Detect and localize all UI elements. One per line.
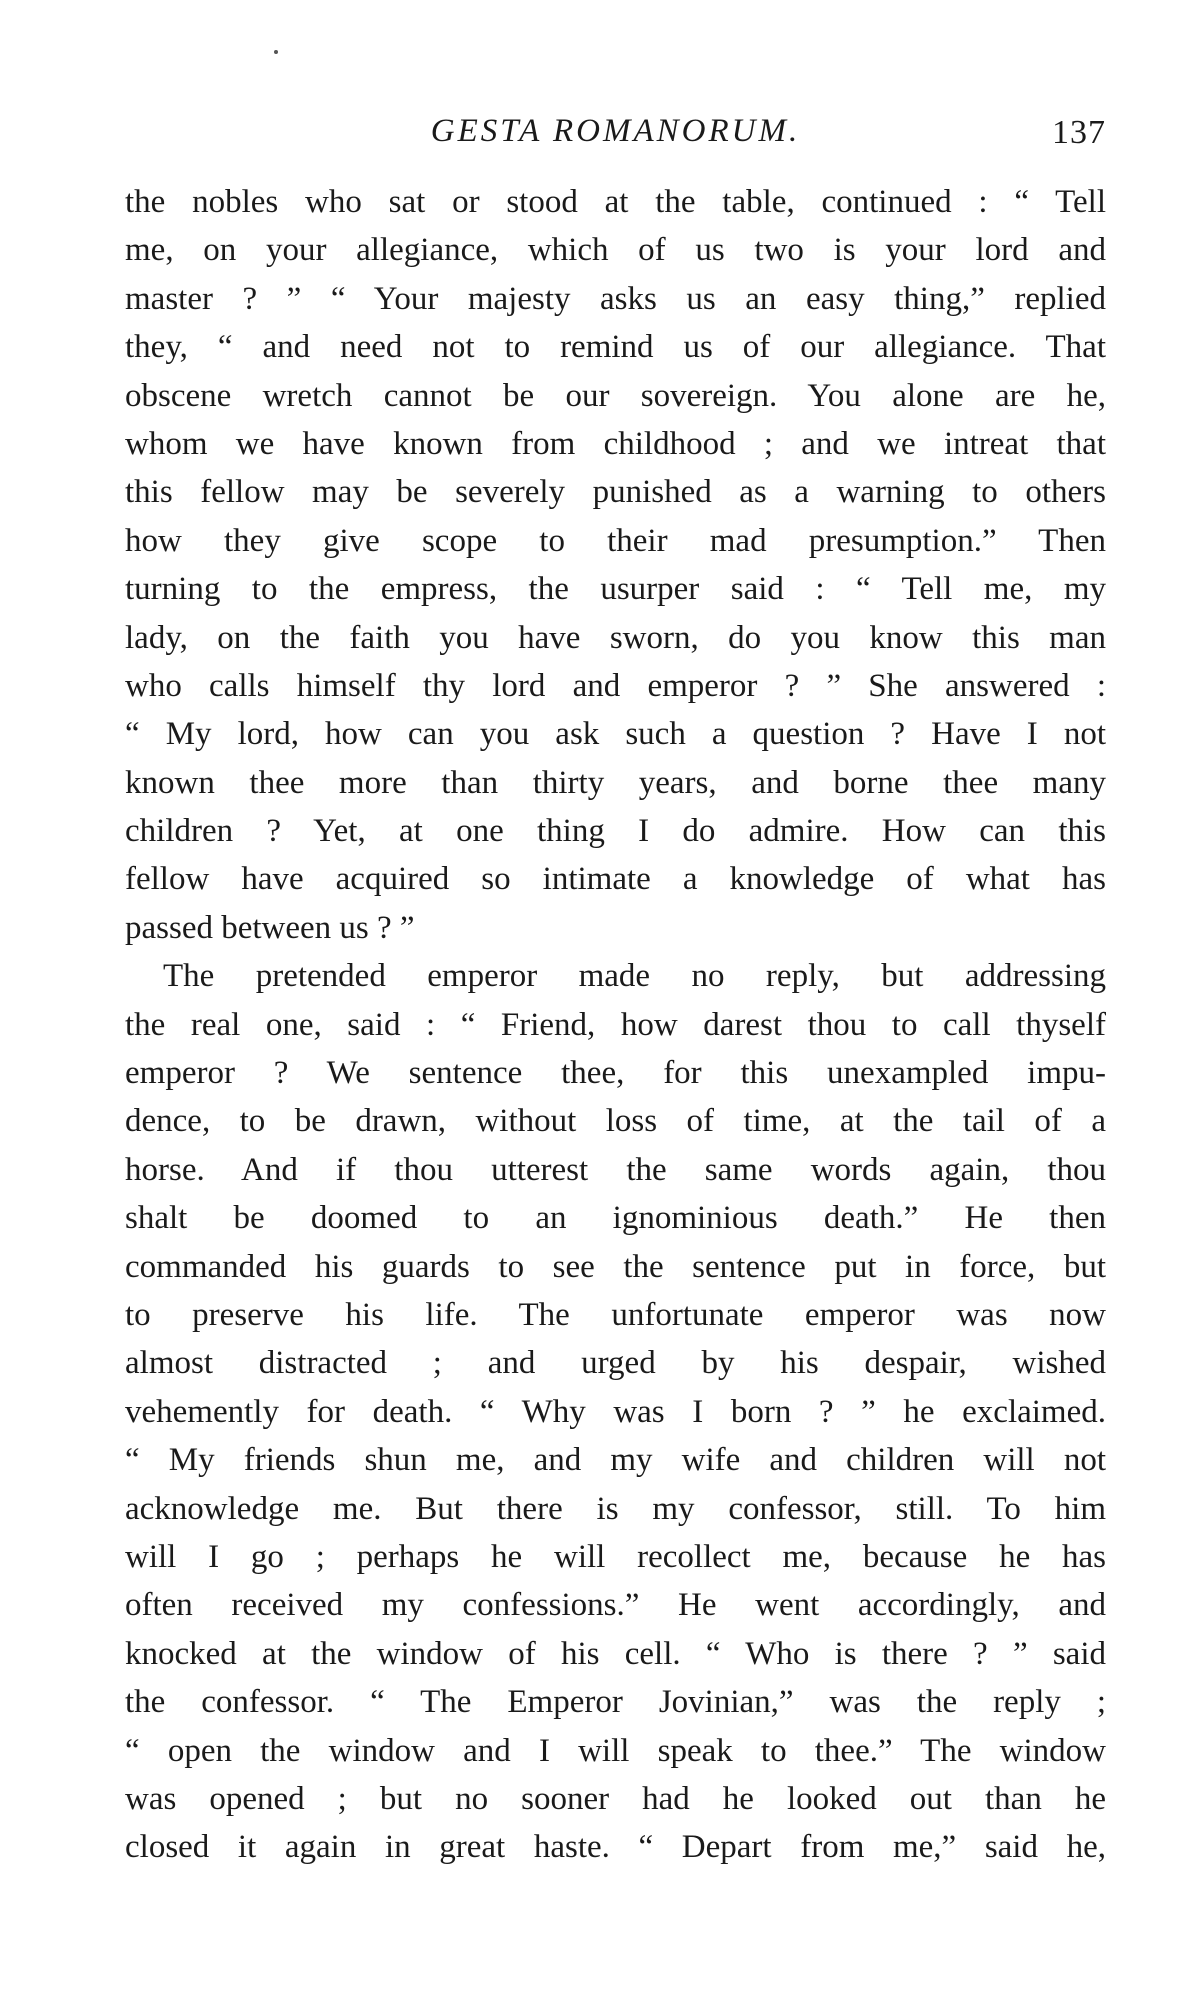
page-number: 137 — [1052, 114, 1106, 151]
text-line: was opened ; but no sooner had he looked out than he — [125, 1780, 1106, 1817]
text-line: the real one, said : “ Friend, how darest thou to call thyself — [125, 1006, 1106, 1043]
text-line: vehemently for death. “ Why was I born ? ” he exclaimed. — [125, 1393, 1106, 1430]
text-line: knocked at the window of his cell. “ Who is there ? ” said — [125, 1635, 1106, 1672]
text-line: to preserve his life. The unfortunate emperor was now — [125, 1296, 1106, 1333]
running-title: GESTA ROMANORUM. — [430, 113, 801, 149]
text-line: commanded his guards to see the sentence put in force, but — [125, 1248, 1106, 1285]
text-line: who calls himself thy lord and emperor ? ” She answered : — [125, 667, 1106, 704]
print-speck — [274, 50, 278, 54]
text-line: the nobles who sat or stood at the table, continued : “ Tell — [125, 184, 1106, 220]
text-line: horse. And if thou utterest the same words again, thou — [125, 1151, 1106, 1188]
paragraph-start-line: The pretended emperor made no reply, but addressing — [163, 958, 1106, 995]
text-line: fellow have acquired so intimate a knowledge of what has — [125, 861, 1106, 898]
paragraph-end-line: passed between us ? ” — [125, 909, 415, 946]
text-line: will I go ; perhaps he will recollect me, because he has — [125, 1538, 1106, 1575]
text-line: this fellow may be severely punished as a warning to others — [125, 474, 1106, 511]
text-line: turning to the empress, the usurper said : “ Tell me, my — [125, 571, 1106, 608]
text-line: shalt be doomed to an ignominious death.” He then — [125, 1200, 1106, 1237]
text-line: how they give scope to their mad presumption.” Then — [125, 522, 1106, 559]
page-header — [125, 108, 1106, 154]
text-line: lady, on the faith you have sworn, do you know this man — [125, 619, 1106, 656]
text-line: often received my confessions.” He went accordingly, and — [125, 1587, 1106, 1624]
text-line: obscene wretch cannot be our sovereign. You alone are he, — [125, 377, 1106, 414]
text-line: known thee more than thirty years, and borne thee many — [125, 764, 1106, 801]
text-line: emperor ? We sentence thee, for this unexampled impu- — [125, 1055, 1106, 1092]
text-line: closed it again in great haste. “ Depart from me,” said he, — [125, 1829, 1106, 1866]
text-line: me, on your allegiance, which of us two is your lord and — [125, 232, 1106, 269]
text-line: the confessor. “ The Emperor Jovinian,” was the reply ; — [125, 1684, 1106, 1721]
text-line: “ My friends shun me, and my wife and children will not — [125, 1442, 1106, 1479]
text-line: they, “ and need not to remind us of our allegiance. That — [125, 329, 1106, 366]
body-text — [125, 178, 1106, 1872]
text-line: children ? Yet, at one thing I do admire. How can this — [125, 813, 1106, 850]
text-line: “ My lord, how can you ask such a question ? Have I not — [125, 716, 1106, 753]
text-line: master ? ” “ Your majesty asks us an easy thing,” replied — [125, 280, 1106, 317]
text-line: acknowledge me. But there is my confessor, still. To him — [125, 1490, 1106, 1527]
text-line: almost distracted ; and urged by his despair, wished — [125, 1345, 1106, 1382]
text-line: “ open the window and I will speak to thee.” The window — [125, 1732, 1106, 1769]
text-line: dence, to be drawn, without loss of time, at the tail of a — [125, 1103, 1106, 1140]
text-line: whom we have known from childhood ; and we intreat that — [125, 425, 1106, 462]
